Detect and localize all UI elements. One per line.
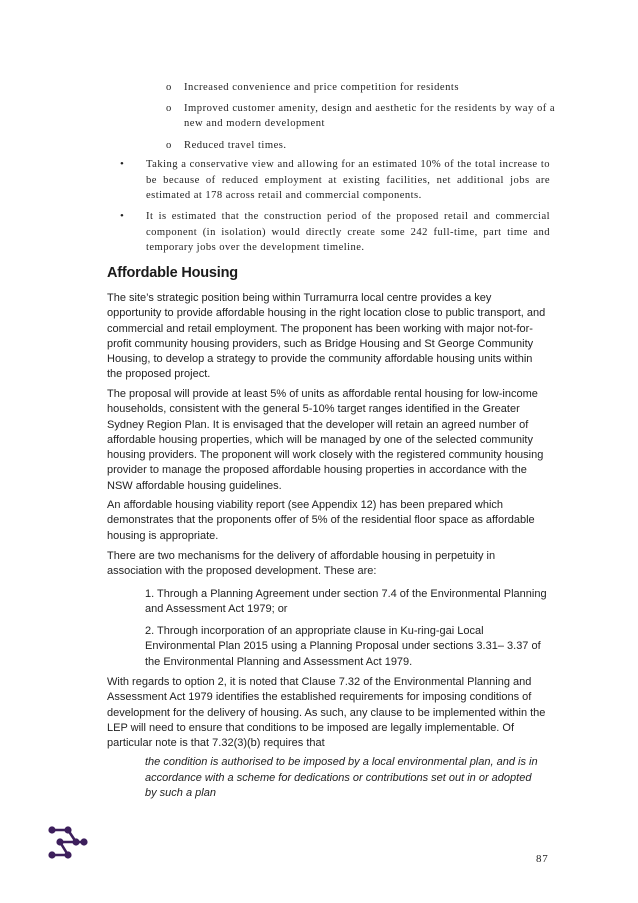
paragraph: An affordable housing viability report (see Appendix 12) has been prepared which demonstrates that the proponents offer of 5% of the residential floor space as affordable housing is appropriate. <box>107 499 535 542</box>
numbered-item: 1. Through a Planning Agreement under section 7.4 of the Environmental Planning and Assessment Act 1979; or <box>145 588 547 616</box>
bullet-text: It is estimated that the construction period of the proposed retail and commercial component (in isolation) would directly create some 242 full-time, part time and temporary jobs over the development timeline. <box>146 211 550 253</box>
numbered-item: 2. Through incorporation of an appropriate clause in Ku-ring-gai Local Environmental Plan 2015 using a Planning Proposal under sections 3.31– 3.37 of the Environmental Planning and Assessment Act 1979. <box>145 625 541 668</box>
list-item-text: Improved customer amenity, design and aesthetic for the residents by way of a new and modern development <box>184 103 556 129</box>
list-marker: o <box>166 82 172 93</box>
bullet-item <box>120 157 550 204</box>
block-quote: the condition is authorised to be imposed by a local environmental plan, and is in accordance with a scheme for dedications or contributions set out in or adopted by such a plan <box>145 756 538 799</box>
bullet-marker: • <box>120 210 125 222</box>
list-item-text: Reduced travel times. <box>184 140 287 151</box>
paragraph: The site’s strategic position being within Turramurra local centre provides a key opportunity to provide affordable housing in the right location close to public transport, and commercial and retail employment. The proponent has been working with major not-for-profit community housing providers, such as Bridge Housing and St George Community Housing, to develop a strategy to provide the community affordable housing units within the proposed project. <box>107 292 546 381</box>
paragraph: The proposal will provide at least 5% of units as affordable rental housing for low-income households, consistent with the general 5-10% target ranges identified in the Greater Sydney Region Plan. It is envisaged that the developer will retain an agreed number of affordable housing properties, which will be managed by one of the selected community housing providers. The proponent will work closely with the registered community housing provider to manage the proposed affordable housing properties in accordance with the NSW affordable housing guidelines. <box>107 388 544 492</box>
company-logo <box>46 824 90 864</box>
bullet-marker: • <box>120 158 125 170</box>
bullet-item <box>120 209 550 256</box>
page-number: 87 <box>536 853 549 865</box>
paragraph: With regards to option 2, it is noted that Clause 7.32 of the Environmental Planning and Assessment Act 1979 identifies the established requirements for imposing conditions of development for the delivery of housing. As such, any clause to be implemented within the LEP will need to ensure that conditions to be imposed are legally implementable. Of particular note is that 7.32(3)(b) requires that <box>107 676 546 750</box>
paragraph: There are two mechanisms for the delivery of affordable housing in perpetuity in association with the proposed development. These are: <box>107 550 496 578</box>
list-marker: o <box>166 140 172 151</box>
list-item-text: Increased convenience and price competition for residents <box>184 82 459 93</box>
section-heading: Affordable Housing <box>107 265 238 281</box>
bullet-text: Taking a conservative view and allowing for an estimated 10% of the total increase to be because of reduced employment at existing facilities, net additional jobs are estimated at 178 across retail and commercial components. <box>146 159 550 201</box>
list-marker: o <box>166 103 172 114</box>
